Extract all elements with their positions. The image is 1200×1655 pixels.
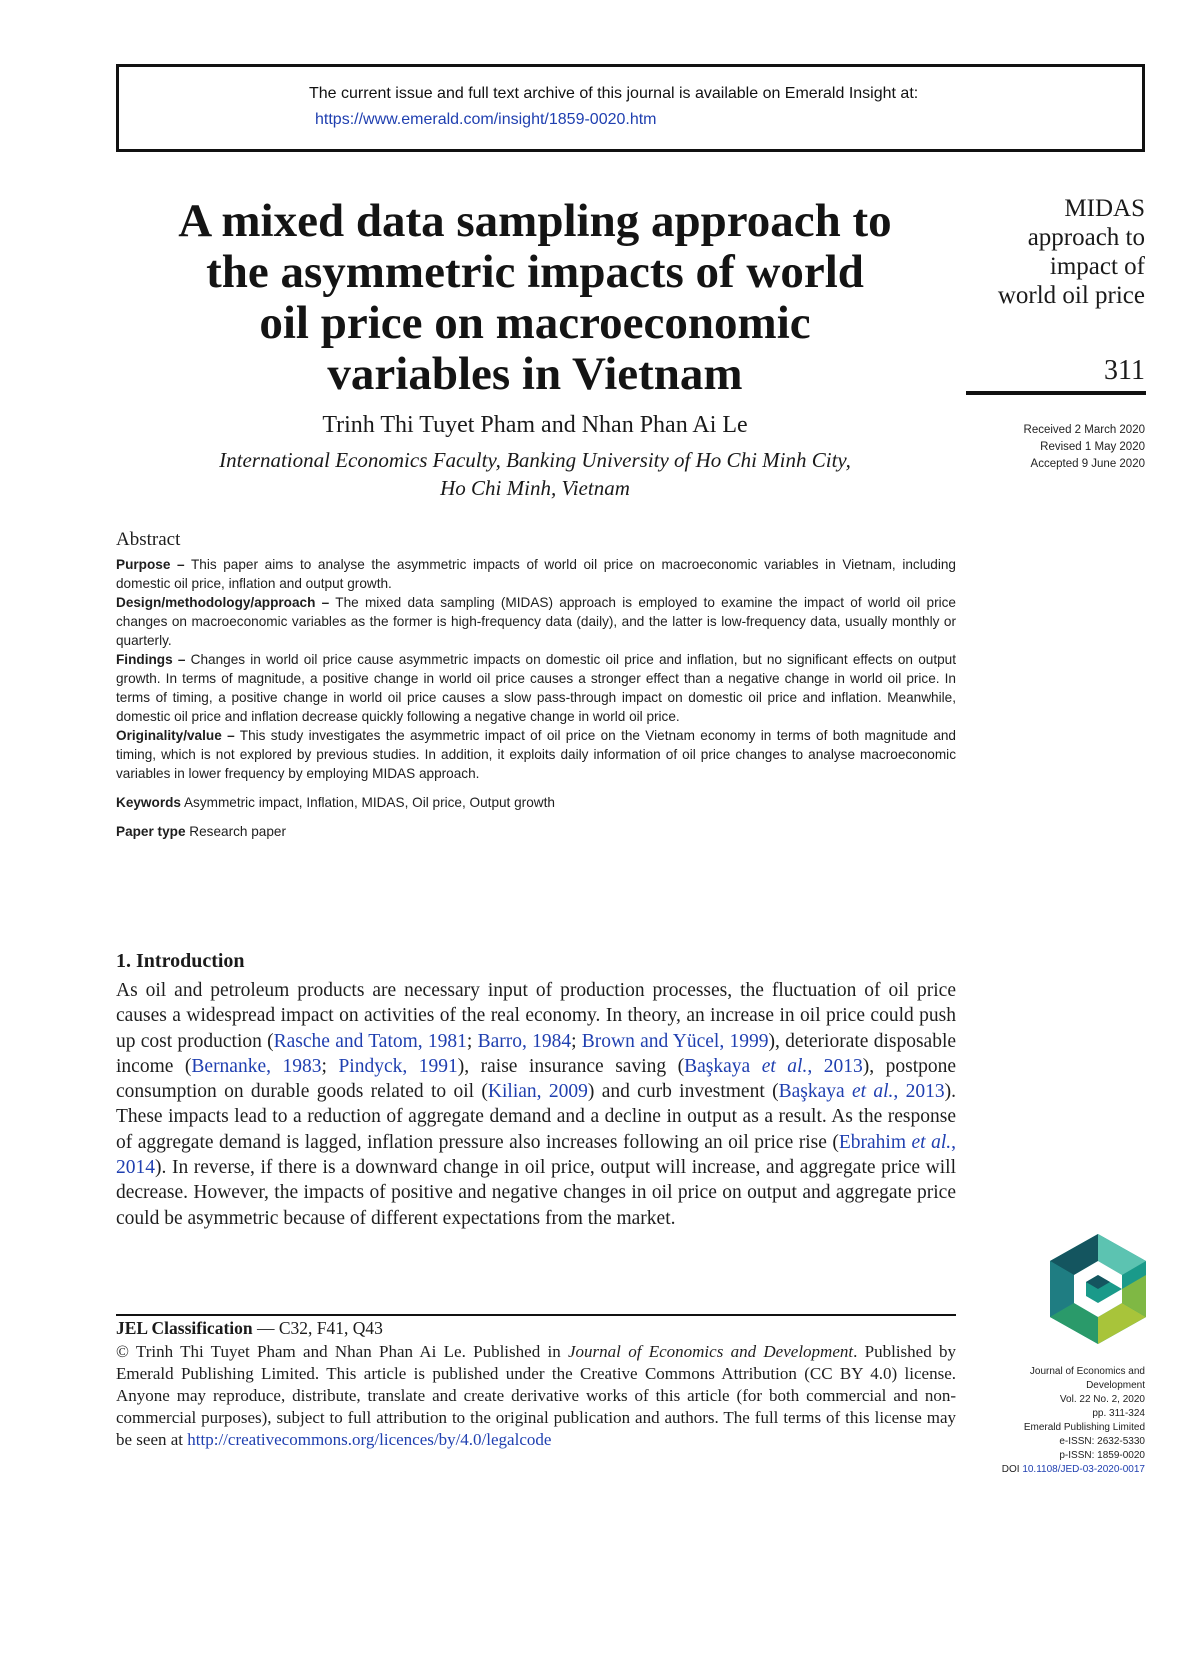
citation-link[interactable]: Rasche and Tatom, 1981 bbox=[273, 1030, 467, 1052]
running-head-line: world oil price bbox=[997, 282, 1145, 309]
citation-separator: ; bbox=[466, 1030, 478, 1052]
intro-text: ), raise insurance saving ( bbox=[457, 1055, 685, 1077]
introduction-paragraph bbox=[116, 978, 956, 1231]
findings-label: Findings – bbox=[116, 652, 186, 667]
citation-link[interactable]: Pindyck, 1991 bbox=[338, 1055, 458, 1077]
doi-line bbox=[965, 1463, 1145, 1477]
journal-name: Journal of Economics and Development bbox=[568, 1342, 854, 1361]
citation-link[interactable]: Ebrahim et al., 2014 bbox=[116, 1131, 956, 1179]
jel-classification bbox=[116, 1318, 383, 1339]
journal-info-line: Development bbox=[1086, 1380, 1145, 1391]
running-head-line: impact of bbox=[1049, 253, 1145, 280]
journal-info-line: Emerald Publishing Limited bbox=[1023, 1422, 1145, 1433]
received-date: Received 2 March 2020 bbox=[1023, 424, 1145, 436]
doi-link[interactable]: 10.1108/JED-03-2020-0017 bbox=[1022, 1464, 1145, 1475]
doi-label: DOI bbox=[1001, 1464, 1023, 1475]
intro-text: ). In reverse, if there is a downward change in oil price, output will increase, and aggregate price will decrease. However, the impacts of positive and negative changes in oil price on output and aggregate price could be asymmetric because of different expectations from the market. bbox=[116, 1157, 956, 1229]
keywords-label: Keywords bbox=[116, 795, 181, 810]
footnote-rule bbox=[116, 1314, 956, 1316]
abstract bbox=[116, 530, 956, 841]
section-heading-introduction: 1. Introduction bbox=[116, 950, 245, 972]
citation-link[interactable]: Başkaya et al., 2013 bbox=[778, 1081, 945, 1103]
title-line: the asymmetric impacts of world bbox=[206, 246, 864, 298]
abstract-purpose bbox=[116, 555, 956, 593]
journal-info-line: p-ISSN: 1859-0020 bbox=[1059, 1450, 1145, 1461]
abstract-findings bbox=[116, 650, 956, 726]
keywords-text: Asymmetric impact, Inflation, MIDAS, Oil price, Output growth bbox=[180, 795, 555, 810]
page-number-rule bbox=[966, 391, 1146, 395]
citation-link[interactable]: Brown and Yücel, 1999 bbox=[581, 1030, 769, 1052]
archive-link[interactable]: https://www.emerald.com/insight/1859-0020.htm bbox=[315, 111, 657, 128]
journal-info-line: e-ISSN: 2632-5330 bbox=[1059, 1436, 1145, 1447]
license-notice bbox=[116, 1341, 956, 1451]
jel-label: JEL Classification bbox=[116, 1318, 253, 1338]
citation-separator: ; bbox=[571, 1030, 582, 1052]
jel-codes: — C32, F41, Q43 bbox=[252, 1318, 383, 1338]
citation-link[interactable]: Başkaya et al., 2013 bbox=[684, 1055, 863, 1077]
affiliation bbox=[112, 446, 958, 502]
citation-separator: ; bbox=[321, 1055, 339, 1077]
page-number: 311 bbox=[1104, 355, 1145, 386]
abstract-heading: Abstract bbox=[116, 529, 181, 550]
design-text: The mixed data sampling (MIDAS) approach is employed to examine the impact of world oil price changes on macroeconomic variables as the former is high-frequency data (daily), and the latter is low-frequency data, usually monthly or quarterly. bbox=[116, 595, 956, 648]
citation-link[interactable]: Barro, 1984 bbox=[477, 1030, 572, 1052]
journal-info-line: pp. 311-324 bbox=[1092, 1408, 1145, 1419]
affiliation-line: International Economics Faculty, Banking University of Ho Chi Minh City, bbox=[219, 448, 851, 472]
paper-type bbox=[116, 822, 956, 841]
intro-text: ). These impacts lead to a reduction of aggregate demand and a decline in output as a result. As the response of aggregate demand is lagged, inflation pressure also increases following an oil price rise ( bbox=[116, 1081, 956, 1153]
running-head-line: approach to bbox=[1027, 224, 1145, 251]
title-line: A mixed data sampling approach to bbox=[178, 195, 892, 247]
journal-info bbox=[965, 1365, 1145, 1477]
running-head bbox=[955, 194, 1145, 310]
journal-info-line: Journal of Economics and bbox=[1029, 1366, 1145, 1377]
accepted-date: Accepted 9 June 2020 bbox=[1030, 458, 1145, 470]
article-title bbox=[112, 196, 958, 400]
license-text: . Published by Emerald Publishing Limited. This article is published under the Creative Commons Attribution (CC BY 4.0) license. Anyone may reproduce, distribute, translate and create derivative works of this article (for both commercial and non-commercial purposes), subject to full attribution to the original publication and authors. The full terms of this license may be seen at bbox=[116, 1342, 956, 1449]
intro-text: As oil and petroleum products are necessary input of production processes, the fluctuation of oil price causes a widespread impact on activities of the real economy. In theory, an increase in oil price could push up cost production ( bbox=[116, 980, 956, 1052]
purpose-text: This paper aims to analyse the asymmetric impacts of world oil price on macroeconomic variables in Vietnam, including domestic oil price, inflation and output growth. bbox=[116, 557, 956, 591]
findings-text: Changes in world oil price cause asymmetric impacts on domestic oil price and inflation, but no significant effects on output growth. In terms of magnitude, a positive change in world oil price causes a stronger effect than a negative change in world oil price. In terms of timing, a positive change in world oil price causes a slow pass-through impact on domestic oil price and inflation. Meanwhile, domestic oil price and inflation decrease quickly following a negative change in world oil price. bbox=[116, 652, 957, 724]
intro-text: ), postpone consumption on durable goods related to oil ( bbox=[116, 1055, 957, 1103]
citation-link[interactable]: Bernanke, 1983 bbox=[191, 1055, 322, 1077]
submission-dates bbox=[960, 422, 1145, 473]
license-text: © Trinh Thi Tuyet Pham and Nhan Phan Ai Le. Published in bbox=[116, 1342, 569, 1361]
design-label: Design/methodology/approach – bbox=[116, 595, 330, 610]
emerald-logo-icon bbox=[1050, 1234, 1146, 1344]
abstract-design bbox=[116, 593, 956, 650]
journal-info-line: Vol. 22 No. 2, 2020 bbox=[1059, 1394, 1145, 1405]
license-link[interactable]: http://creativecommons.org/licences/by/4.0/legalcode bbox=[187, 1430, 552, 1449]
revised-date: Revised 1 May 2020 bbox=[1040, 441, 1145, 453]
paper-type-label: Paper type bbox=[116, 824, 186, 839]
intro-text: ) and curb investment ( bbox=[587, 1081, 779, 1103]
archive-notice: The current issue and full text archive of this journal is available on Emerald Insight at: bbox=[309, 85, 919, 102]
originality-text: This study investigates the asymmetric impact of oil price on the Vietnam economy in terms of both magnitude and timing, which is not explored by previous studies. In addition, it exploits daily information of oil price changes to analyse macroeconomic variables in lower frequency by employing MIDAS approach. bbox=[116, 728, 956, 781]
abstract-originality bbox=[116, 726, 956, 783]
intro-text: ), deteriorate disposable income ( bbox=[116, 1030, 957, 1077]
title-line: variables in Vietnam bbox=[327, 348, 743, 400]
keywords bbox=[116, 793, 956, 812]
purpose-label: Purpose – bbox=[116, 557, 185, 572]
citation-link[interactable]: Kilian, 2009 bbox=[487, 1081, 588, 1103]
authors: Trinh Thi Tuyet Pham and Nhan Phan Ai Le bbox=[322, 412, 748, 438]
journal-archive-box bbox=[116, 64, 1145, 152]
running-head-line: MIDAS bbox=[1064, 195, 1145, 222]
affiliation-line: Ho Chi Minh, Vietnam bbox=[440, 476, 630, 500]
paper-type-text: Research paper bbox=[185, 824, 287, 839]
title-line: oil price on macroeconomic bbox=[259, 297, 811, 349]
originality-label: Originality/value – bbox=[116, 728, 235, 743]
